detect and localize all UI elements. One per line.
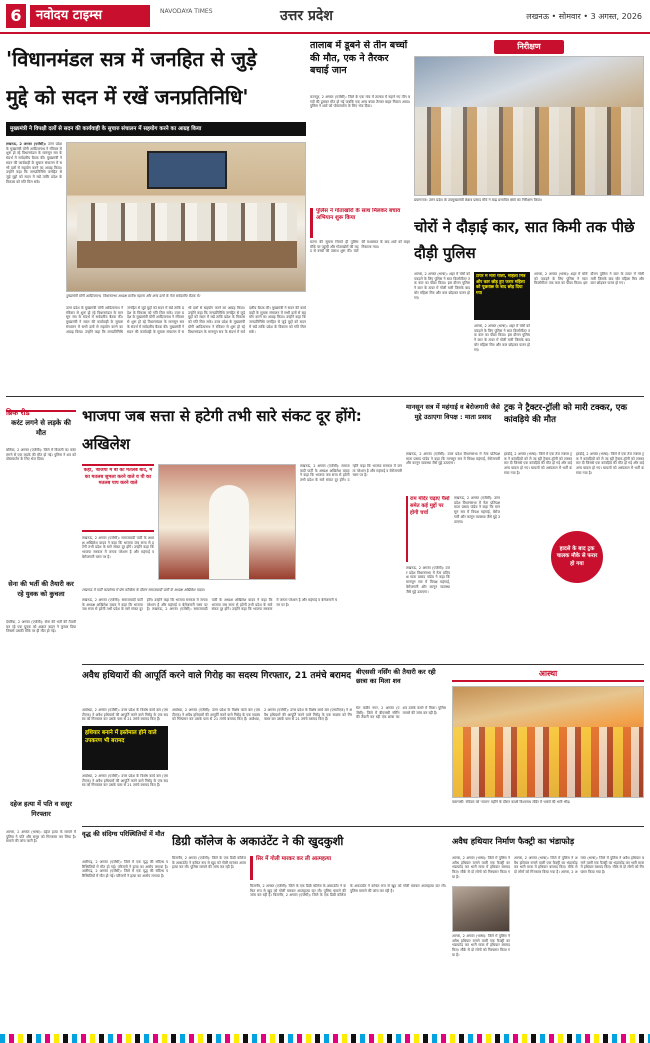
aastha-photo	[452, 686, 644, 798]
elderly-headline: वृद्ध की संदिग्ध परिस्थितियों में मौत	[82, 830, 165, 838]
arms-gang-body-cont2: अयोध्या, 2 अगस्त (एजेंसी): उत्तर प्रदेश के विशेष कार्य बल (एसटीएफ) ने अवैध हथियारों की आपूर्ति करने वाले गिरोह के एक सदस्य को गिरफ्तार कर उसके पास से 21 तमंचे बरामद किए हैं।	[248, 708, 352, 722]
speaker-figure	[209, 485, 249, 580]
lead-body-col2	[66, 306, 306, 392]
akhilesh-pullquote-text: कहा, 'बीजेपी में बी का मतलब बाद, में का मतलब जुमला करने वाले व पी का मतलब पाप करने वाले	[83, 468, 153, 486]
college-body-cont2: बिजनौर, 2 अगस्त (एजेंसी): जिले के एक डिग्री कॉलेज के अकाउंटेंट ने कथित रूप से खुद को गोली मारकर आत्महत्या कर ली। पुलिस मामले की जांच कर रही है।	[273, 884, 446, 898]
lead-headline	[6, 40, 306, 118]
arms-gang-body-a: अयोध्या, 2 अगस्त (एजेंसी): उत्तर प्रदेश के विशेष कार्य बल (एसटीएफ) ने अवैध हथियारों की आपूर्ति करने वाले गिरोह के एक सदस्य को गिरफ्तार कर उसके पास से 21 तमंचे बरामद किए हैं।	[82, 708, 168, 722]
monsoon-body-a: लखनऊ, 2 अगस्त (एजेंसी): उत्तर प्रदेश विधानसभा में नेता प्रतिपक्ष माता प्रसाद पांडेय ने कहा कि मानसून सत्र में विपक्ष महंगाई, बेरोजगारी और कानून व्यवस्था जैसे मुद्दे उठाएगा।	[406, 452, 500, 466]
police-body: घटना की सूचना मिलते ही पुलिस मौके पर पहुंची और गोताखोरों की मदद से बच्चों की तलाश शुरू की। घंटों की मशक्कत के बाद शवों को बाहर निकाला गया।	[310, 240, 410, 254]
arms-gang-pullquote	[82, 726, 168, 770]
chase-headline: चोरों ने दौड़ाई कार, सात किमी तक पीछे दौड़ी पुलिस	[414, 218, 635, 262]
lead-photo	[66, 142, 306, 292]
masthead	[0, 0, 650, 34]
chase-body-a: आगरा, 2 अगस्त (भाषा): शहर में चोरों को पकड़ने के लिए पुलिस ने सात किलोमीटर तक कार का पीछा किया। इस दौरान पुलिस ने कार के टायर में गोली मारी जिसके बाद चोर महिला मित्र और कार छोड़कर फरार हो गए।	[414, 272, 470, 300]
factory-body-c	[514, 856, 644, 1030]
inspection-label: निरीक्षण	[494, 40, 564, 54]
elderly-body-text: अलीगढ़, 2 अगस्त (एजेंसी): जिले में एक वृद्ध की संदिग्ध परिस्थितियों में मौत हो गई। परिजनों ने हत्या का आरोप लगाया है।	[82, 860, 168, 869]
chase-pullquote-text: टायर में मारी गोली, महिला मित्र और कार छोड़ हुए फरार महिला को पूछताछ के बाद छोड़ दिया गया	[476, 274, 526, 296]
masthead-logo-small: NAVODAYA TIMES	[160, 8, 213, 15]
brief-item3-headline: दहेज हत्या में पति व ससुर गिरफ्तार	[10, 800, 72, 818]
brief-item2-headline: सेना की भर्ती की तैयारी कर रहे युवक को कुचला	[8, 580, 74, 598]
nursing-headline: बीएससी नर्सिंग की तैयारी कर रही छात्रा का मिला शव	[356, 668, 436, 685]
lead-body-cont: उत्तर प्रदेश के मुख्यमंत्री योगी आदित्यनाथ ने रविवार से शुरू हो रहे विधानमंडल के मानसून सत्र के संदर्भ में सर्वदलीय बैठक की। मुख्यमंत्री ने सदन की कार्यवाही के सुचारु संचालन में सभी दलों से सहयोग करने का आग्रह किया। उन्होंने कहा कि जनप्रतिनिधि जनहित से जुड़े मुद्दों को सदन में रखें ताकि प्रदेश के विकास को गति मिल सके।	[66, 306, 184, 334]
factory-body-cont: आगरा, 2 अगस्त (भाषा): जिले में पुलिस ने अवैध हथियार बनाने वाली एक फैक्ट्री का भंडाफोड़ कर भारी मात्रा में हथियार बरामद किए। मौके से दो लोगों को गिरफ्तार किया गया है।	[514, 856, 578, 875]
lead-body-cont3: उत्तर प्रदेश के मुख्यमंत्री योगी आदित्यनाथ ने रविवार से शुरू हो रहे विधानमंडल के मानसून सत्र के संदर्भ में सर्वदलीय बैठक की। मुख्यमंत्री ने सदन की कार्यवाही के सुचारु संचालन में सभी दलों से सहयोग करने का आग्रह किया। उन्होंने कहा कि जनप्रतिनिधि जनहित से जुड़े मुद्दों को सदन में रखें ताकि प्रदेश के विकास को गति मिल सके।	[188, 306, 306, 334]
inspection-photo	[414, 56, 644, 196]
page-number: 6	[6, 4, 26, 28]
monsoon-pullquote-text: राम मंदिर चढ़ाए पैसों समेत कई मुद्दों पर होगी चर्चा	[410, 496, 450, 516]
akhilesh-body-cont2: लखनऊ, 2 अगस्त (एजेंसी): समाजवादी पार्टी के अध्यक्ष अखिलेश यादव ने कहा कि भाजपा जब सत्ता से हटेगी तभी प्रदेश के सारे संकट दूर होंगे। उन्होंने कहा कि भाजपा सरकार में जनता परेशान है और महंगाई व बेरोजगारी चरम पर है।	[152, 598, 338, 612]
factory-body-b: आगरा, 2 अगस्त (भाषा): जिले में पुलिस ने अवैध हथियार बनाने वाली एक फैक्ट्री का भंडाफोड़ कर भारी मात्रा में हथियार बरामद किए। मौके से दो लोगों को गिरफ्तार किया गया है।	[452, 934, 510, 957]
college-pullquote-text: सिर में गोली मारकर कर ली आत्महत्या	[256, 856, 331, 862]
akhilesh-body-right: लखनऊ, 2 अगस्त (एजेंसी): समाजवादी पार्टी के अध्यक्ष अखिलेश यादव ने कहा कि भाजपा जब सत्ता से हटेगी तभी प्रदेश के सारे संकट दूर होंगे। उन्होंने कहा कि भाजपा सरकार में जनता परेशान है और महंगाई व बेरोजगारी चरम पर है।	[300, 464, 402, 483]
lead-strap: मुख्यमंत्री ने विपक्षी दलों से सदन की कार्यवाही के सुचारु संचालन में सहयोग करने का आग्रह किया	[6, 122, 306, 136]
footer-registration-bar	[0, 1034, 650, 1043]
truck-body-a: हरदोई, 2 अगस्त (भाषा): जिले में एक तेज रफ्तार ट्रक ने कांवड़ियों को ले जा रही ट्रैक्टर-ट्रॉली को टक्कर मार दी जिससे एक कांवड़िये की मौत हो गई और कई अन्य घायल हो गए। घायलों को अस्पताल में भर्ती कराया गया है।	[504, 452, 572, 475]
college-pullquote	[250, 856, 334, 880]
section-rule-1	[6, 396, 644, 397]
people-row	[77, 203, 297, 241]
akhilesh-photo	[158, 464, 296, 580]
factory-body-a: आगरा, 2 अगस्त (भाषा): जिले में पुलिस ने अवैध हथियार बनाने वाली एक फैक्ट्री का भंडाफोड़ कर भारी मात्रा में हथियार बरामद किए। मौके से दो लोगों को गिरफ्तार किया गया है।	[452, 856, 510, 879]
akhilesh-body-bottom	[82, 598, 402, 660]
brief-item1-headline: करंट लगने से लड़के की मौत	[11, 419, 71, 437]
monsoon-body-c: लखनऊ, 2 अगस्त (एजेंसी): उत्तर प्रदेश विधानसभा में नेता प्रतिपक्ष माता प्रसाद पांडेय ने कहा कि मानसून सत्र में विपक्ष महंगाई, बेरोजगारी और कानून व्यवस्था जैसे मुद्दे उठाएगा।	[406, 566, 450, 594]
college-headline: डिग्री कॉलेज के अकाउंटेंट ने की खुदकुशी	[172, 834, 344, 848]
elderly-body	[82, 860, 168, 1030]
truck-pullquote	[548, 528, 606, 586]
chase-pullquote	[474, 272, 530, 320]
elderly-body-text2: अलीगढ़, 2 अगस्त (एजेंसी): जिले में एक वृद्ध की संदिग्ध परिस्थितियों में मौत हो गई। परिजनों ने हत्या का आरोप लगाया है।	[82, 869, 168, 879]
section-rule-3	[82, 826, 644, 827]
inspection-caption: प्रयागराज: उत्तर प्रदेश के उपमुख्यमंत्री केशव प्रसाद मौर्य ने बाढ़ प्रभावित क्षेत्रों का निरीक्षण किया।	[414, 198, 543, 202]
brief-item2-body: देवरिया, 2 अगस्त (एजेंसी): सेना की भर्ती की तैयारी कर रहे एक युवक को अज्ञात वाहन ने कुचल दिया जिससे उसकी मौके पर ही मौत हो गई।	[6, 620, 76, 634]
aastha-caption: वाराणसी: रविवार को 'सावन' महीने के दौरान काशी विश्वनाथ मंदिर में भक्तों की भारी भीड़।	[452, 800, 571, 804]
crowd-shapes	[415, 107, 644, 196]
lead-headline-line2: मुद्दे को सदन में रखें जनप्रतिनिधि'	[6, 85, 249, 109]
drowning-headline: तालाब में डूबने से तीन बच्चों की मौत, एक ने तैरकर बचाई जान	[310, 40, 408, 76]
section-label: उत्तर प्रदेश	[280, 8, 333, 24]
lead-photo-caption: मुख्यमंत्री योगी आदित्यनाथ, विधानसभा अध्यक्ष सतीश महाना और अन्य दलों के नेता सर्वदलीय बैठक में।	[66, 294, 201, 298]
brief-item1-body: बलिया, 2 अगस्त (एजेंसी): जिले में बिजली का करंट लगने से एक लड़के की मौत हो गई। पुलिस ने शव को पोस्टमार्टम के लिए भेज दिया।	[6, 448, 76, 462]
lead-body-cont2: उत्तर प्रदेश के मुख्यमंत्री योगी आदित्यनाथ ने रविवार से शुरू हो रहे विधानमंडल के मानसून सत्र के संदर्भ में सर्वदलीय बैठक की। मुख्यमंत्री ने सदन की कार्यवाही के सुचारु संचालन में सभी दलों से सहयोग करने का आग्रह किया। उन्होंने कहा कि जनप्रतिनिधि जनहित से जुड़े मुद्दों को सदन में रखें ताकि प्रदेश के विकास को गति मिल सके।	[127, 306, 245, 334]
arms-gang-body-cont: अयोध्या, 2 अगस्त (एजेंसी): उत्तर प्रदेश के विशेष कार्य बल (एसटीएफ) ने अवैध हथियारों की आपूर्ति करने वाले गिरोह के एक सदस्य को गिरफ्तार कर उसके पास से 21 तमंचे बरामद किए हैं।	[172, 708, 260, 722]
monsoon-headline: मानसून सत्र में महंगाई व बेरोजगारी जैसे मुद्दे उठाएगा विपक्ष : माता प्रसाद	[406, 403, 500, 421]
devotee-crowd	[453, 727, 644, 798]
college-body-cont: बिजनौर, 2 अगस्त (एजेंसी): जिले के एक डिग्री कॉलेज के अकाउंटेंट ने कथित रूप से खुद को गोली मारकर आत्महत्या कर ली। पुलिस मामले की जांच कर रही है।	[250, 884, 346, 898]
meeting-table	[77, 238, 297, 268]
chase-body-b: आगरा, 2 अगस्त (भाषा): शहर में चोरों को पकड़ने के लिए पुलिस ने सात किलोमीटर तक कार का पीछा किया। इस दौरान पुलिस ने कार के टायर में गोली मारी जिसके बाद चोर महिला मित्र और कार छोड़कर फरार हो गए।	[474, 324, 530, 352]
factory-body-cont2: आगरा, 2 अगस्त (भाषा): जिले में पुलिस ने अवैध हथियार बनाने वाली एक फैक्ट्री का भंडाफोड़ कर भारी मात्रा में हथियार बरामद किए। मौके से दो लोगों को गिरफ्तार किया गया है।	[560, 856, 644, 875]
lead-body: उत्तर प्रदेश के मुख्यमंत्री योगी आदित्यनाथ ने रविवार से शुरू हो रहे विधानमंडल के मानसून सत्र के संदर्भ में सर्वदलीय बैठक की। मुख्यमंत्री ने सदन की कार्यवाही के सुचारु संचालन में सभी दलों से सहयोग करने का आग्रह किया। उन्होंने कहा कि जनप्रतिनिधि जनहित से जुड़े मुद्दों को सदन में रखें ताकि प्रदेश के विकास को गति मिल सके।	[6, 142, 62, 184]
brief-item3-body: आगरा, 2 अगस्त (भाषा): दहेज हत्या के मामले में पुलिस ने पति और ससुर को गिरफ्तार कर लिया है। मामले की जांच जारी है।	[6, 830, 76, 844]
police-headline: पुलिस ने गोताखोरों के साथ मिलकर बचाव अभियान शुरू किया	[316, 208, 401, 221]
brief-label-text: ब्रिक रीड	[6, 408, 30, 417]
arms-gang-headline: अवैध हथियारों की आपूर्ति करने वाले गिरोह का सदस्य गिरफ्तार, 21 तमंचे बरामद	[82, 671, 352, 681]
truck-headline: ट्रक ने ट्रैक्टर-ट्रॉली को मारी टक्कर, एक कांवड़िये की मौत	[504, 403, 628, 425]
brief-label	[6, 400, 76, 417]
meeting-screen	[147, 151, 227, 189]
aastha-label: आस्था	[452, 668, 644, 682]
drowning-body: कानपुर, 2 अगस्त (एजेंसी): जिले के एक गांव में तालाब में नहाने गए तीन बच्चों की डूबकर मौत हो गई जबकि एक अन्य बच्चा तैरकर बाहर निकल आया। पुलिस ने शवों को पोस्टमार्टम के लिए भेज दिया।	[310, 95, 410, 109]
masthead-logo: नवोदय टाइम्स	[30, 5, 150, 27]
arms-gang-body-b: अयोध्या, 2 अगस्त (एजेंसी): उत्तर प्रदेश के विशेष कार्य बल (एसटीएफ) ने अवैध हथियारों की आपूर्ति करने वाले गिरोह के एक सदस्य को गिरफ्तार कर उसके पास से 21 तमंचे बरामद किए हैं।	[82, 774, 168, 788]
college-body-a: बिजनौर, 2 अगस्त (एजेंसी): जिले के एक डिग्री कॉलेज के अकाउंटेंट ने कथित रूप से खुद को गोली मारकर आत्महत्या कर ली। पुलिस मामले की जांच कर रही है।	[172, 856, 246, 870]
factory-photo	[452, 886, 510, 932]
akhilesh-body-cont: लखनऊ, 2 अगस्त (एजेंसी): समाजवादी पार्टी के अध्यक्ष अखिलेश यादव ने कहा कि भाजपा जब सत्ता से हटेगी तभी प्रदेश के सारे संकट दूर होंगे। उन्होंने कहा कि भाजपा सरकार में जनता परेशान है और महंगाई व बेरोजगारी चरम पर है।	[82, 598, 208, 612]
monsoon-pullquote	[406, 496, 450, 562]
lead-dateline: लखनऊ, 2 अगस्त (एजेंसी):	[6, 142, 47, 146]
akhilesh-headline: भाजपा जब सत्ता से हटेगी तभी सारे संकट दूर होंगे: अखिलेश	[82, 407, 362, 453]
truck-body-b: हरदोई, 2 अगस्त (भाषा): जिले में एक तेज रफ्तार ट्रक ने कांवड़ियों को ले जा रही ट्रैक्टर-ट्रॉली को टक्कर मार दी जिससे एक कांवड़िये की मौत हो गई और कई अन्य घायल हो गए। घायलों को अस्पताल में भर्ती कराया गया है।	[576, 452, 644, 475]
page-date: लखनऊ • सोमवार • 3 अगस्त, 2026	[526, 12, 642, 21]
factory-headline: अवैध हथियार निर्माण फैक्ट्री का भंडाफोड़	[452, 836, 575, 846]
college-body-b	[250, 884, 446, 1030]
lead-headline-line1: 'विधानमंडल सत्र में जनहित से जुड़े	[6, 47, 257, 71]
monsoon-body-b: लखनऊ, 2 अगस्त (एजेंसी): उत्तर प्रदेश विधानसभा में नेता प्रतिपक्ष माता प्रसाद पांडेय ने कहा कि मानसून सत्र में विपक्ष महंगाई, बेरोजगारी और कानून व्यवस्था जैसे मुद्दे उठाएगा।	[454, 496, 500, 524]
akhilesh-pullquote	[82, 464, 154, 532]
lead-body-col1	[6, 142, 62, 392]
arms-gang-body-c	[172, 708, 352, 822]
akhilesh-body-left: लखनऊ, 2 अगस्त (एजेंसी): समाजवादी पार्टी के अध्यक्ष अखिलेश यादव ने कहा कि भाजपा जब सत्ता से हटेगी तभी प्रदेश के सारे संकट दूर होंगे। उन्होंने कहा कि भाजपा सरकार में जनता परेशान है और महंगाई व बेरोजगारी चरम पर है।	[82, 536, 154, 559]
akhilesh-caption: लखनऊ में पार्टी कार्यालय में प्रेस कॉन्फ्रेंस के दौरान समाजवादी पार्टी के अध्यक्ष अखिलेश यादव।	[82, 588, 205, 592]
nursing-body: संत कबीर नगर, 2 अगस्त (एजेंसी): जिले में बीएससी नर्सिंग की तैयारी कर रही एक छात्रा का शव उसके कमरे में मिला। पुलिस मामले की जांच कर रही है।	[356, 706, 446, 720]
truck-pullquote-text: हादसे के बाद ट्रक चालक मौके से फरार हो गया	[556, 545, 598, 567]
chase-body-c: आगरा, 2 अगस्त (भाषा): शहर में चोरों को पकड़ने के लिए पुलिस ने सात किलोमीटर तक कार का पीछा किया। इस दौरान पुलिस ने कार के टायर में गोली मारी जिसके बाद चोर महिला मित्र और कार छोड़कर फरार हो गए।	[534, 272, 644, 286]
police-headline-box	[310, 208, 410, 238]
arms-gang-pullquote-text: हथियार बनाने में इस्तेमाल होने वाले उपकरण भी बरामद	[85, 730, 157, 744]
section-rule-2	[82, 664, 644, 665]
